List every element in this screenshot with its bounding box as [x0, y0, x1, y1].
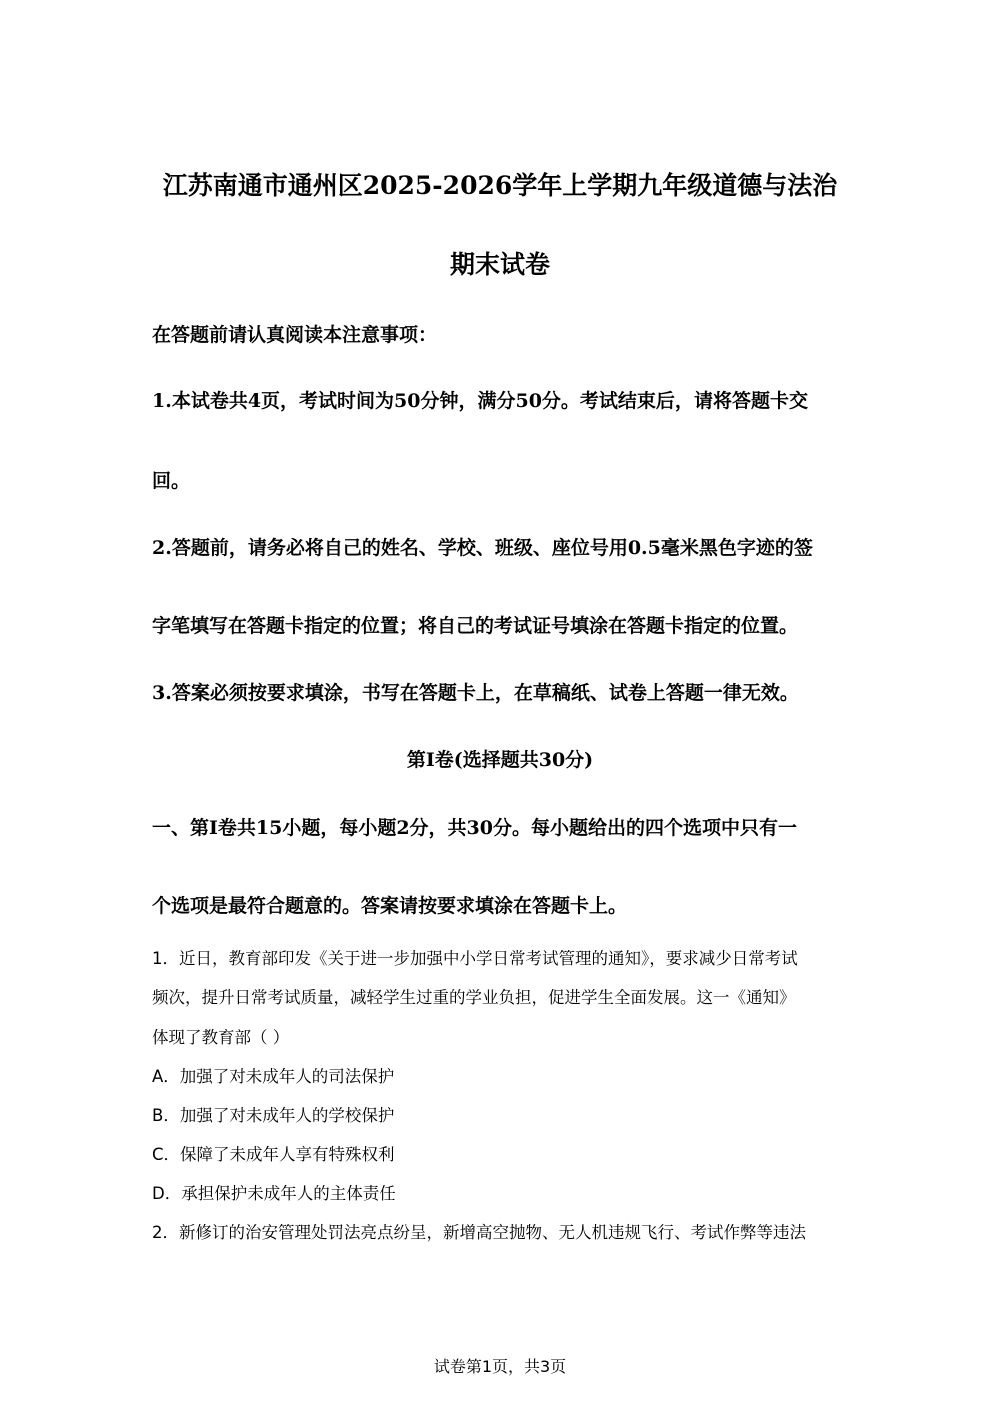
question-1-stem-line-3: 体现了教育部（ ） [152, 1028, 290, 1047]
instruction-item-1-line-2: 回。 [152, 470, 191, 492]
section-description-line-1: 一、第I卷共15小题，每小题2分，共30分。每小题给出的四个选项中只有一 [152, 817, 797, 839]
exam-title-line2: 期末试卷 [449, 250, 550, 279]
question-1-option-d: D．承担保护未成年人的主体责任 [152, 1184, 396, 1203]
instruction-item-2-line-2: 字笔填写在答题卡指定的位置；将自己的考试证号填涂在答题卡指定的位置。 [152, 615, 799, 637]
section-description-line-2: 个选项是最符合题意的。答案请按要求填涂在答题卡上。 [152, 895, 628, 917]
instruction-item-2-line-1: 2.答题前，请务必将自己的姓名、学校、班级、座位号用0.5毫米黑色字迹的签 [152, 537, 813, 559]
question-1-stem-line-2: 频次，提升日常考试质量，减轻学生过重的学业负担，促进学生全面发展。这一《通知》 [152, 988, 796, 1007]
page-footer: 试卷第1页，共3页 [433, 1357, 567, 1376]
instruction-item-3: 3.答案必须按要求填涂，书写在答题卡上，在草稿纸、试卷上答题一律无效。 [152, 682, 799, 704]
question-1-option-a: A．加强了对未成年人的司法保护 [152, 1067, 395, 1086]
exam-title-line1: 江苏南通市通州区2025-2026学年上学期九年级道德与法治 [162, 171, 838, 200]
question-1-stem-line-1: 1．近日，教育部印发《关于进一步加强中小学日常考试管理的通知》，要求减少日常考试 [152, 949, 798, 968]
question-1-option-c: C．保障了未成年人享有特殊权利 [152, 1145, 395, 1164]
section-heading: 第I卷(选择题共30分) [406, 749, 594, 771]
instruction-item-1-line-1: 1.本试卷共4页，考试时间为50分钟，满分50分。考试结束后，请将答题卡交 [152, 390, 808, 412]
instructions-heading: 在答题前请认真阅读本注意事项： [152, 324, 438, 346]
question-2-stem-line-1: 2．新修订的治安管理处罚法亮点纷呈，新增高空抛物、无人机违规飞行、考试作弊等违法 [152, 1223, 806, 1242]
question-1-option-b: B．加强了对未成年人的学校保护 [152, 1106, 395, 1125]
